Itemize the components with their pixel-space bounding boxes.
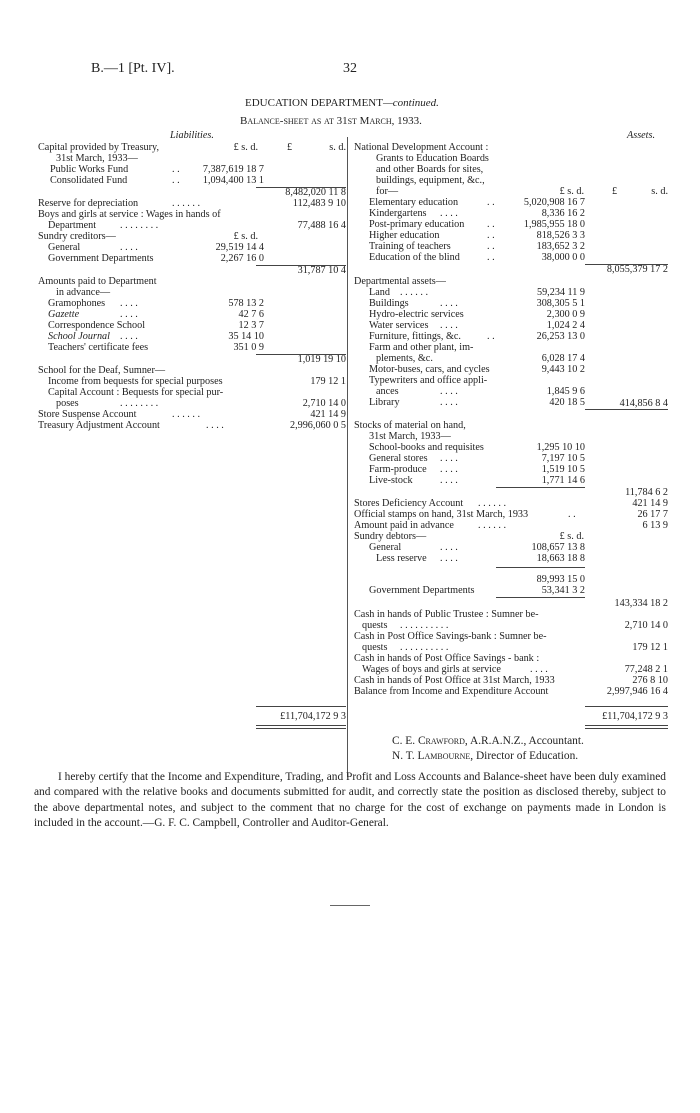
leader-dots: . . . . — [120, 242, 138, 253]
liab-label: Gramophones — [48, 298, 106, 309]
column-divider — [347, 137, 348, 777]
asset-label: Training of teachers — [369, 241, 451, 252]
asset-label: Furniture, fittings, &c. — [369, 331, 461, 342]
liab-amount: 1,094,400 13 1 — [202, 175, 264, 186]
liab-amount: 578 13 2 — [228, 298, 264, 309]
rule — [496, 597, 585, 598]
leader-dots: . . . . . . . . . . — [400, 642, 449, 653]
asset-total: 276 8 10 — [632, 675, 668, 686]
liab-label: General — [48, 242, 81, 253]
asset-label: buildings, equipment, &c., — [376, 175, 485, 186]
leader-dots: . . . . — [440, 386, 458, 397]
rule — [585, 409, 668, 410]
asset-label: for— — [376, 186, 399, 197]
leader-dots: . . . . . . — [172, 198, 201, 209]
leader-dots: . . — [487, 252, 495, 263]
leader-dots: . . — [487, 219, 495, 230]
liab-label: Gazette — [48, 309, 80, 320]
leader-dots: . . — [487, 331, 495, 342]
asset-amount: 1,771 14 6 — [541, 475, 585, 486]
leader-dots: . . . . — [440, 397, 458, 408]
asset-total: 143,334 18 2 — [614, 598, 668, 609]
asset-amount: 5,020,908 16 7 — [523, 197, 585, 208]
liab-label: Consolidated Fund — [50, 175, 128, 186]
asset-col-header-sd: s. d. — [651, 186, 668, 197]
liab-total: 421 14 9 — [310, 409, 346, 420]
asset-label: Official stamps on hand, 31st March, 1933 — [354, 509, 529, 520]
asset-total: 26 17 7 — [637, 509, 668, 520]
leader-dots: . . . . — [440, 208, 458, 219]
asset-amount: 1,845 9 6 — [546, 386, 585, 397]
leader-dots: . . — [487, 241, 495, 252]
liab-amount: 42 7 6 — [238, 309, 264, 320]
leader-dots: . . . . — [440, 298, 458, 309]
liab-label: Correspondence School — [48, 320, 146, 331]
asset-label: General stores — [369, 453, 428, 464]
asset-amount: 2,300 0 9 — [546, 309, 585, 320]
liab-amount: 351 0 9 — [233, 342, 264, 353]
liab-label: Reserve for depreciation — [38, 198, 139, 209]
asset-amount: 108,657 13 8 — [531, 542, 585, 553]
liab-label: Boys and girls at service : Wages in hands of — [38, 209, 221, 220]
asset-amount: 1,295 10 10 — [536, 442, 585, 453]
liab-label: Income from bequests for special purposes — [48, 376, 223, 387]
asset-label: Motor-buses, cars, and cycles — [369, 364, 490, 375]
asset-label: Education of the blind — [369, 252, 460, 263]
asset-label: ances — [376, 386, 399, 397]
liab-label: 31st March, 1933— — [56, 153, 138, 164]
leader-dots: . . . . . . — [172, 409, 201, 420]
asset-label: Buildings — [369, 298, 409, 309]
asset-amount: 6,028 17 4 — [541, 353, 585, 364]
rule — [585, 725, 668, 726]
asset-label: General — [369, 542, 402, 553]
leader-dots: . . . . — [440, 320, 458, 331]
liab-label: Store Suspense Account — [38, 409, 137, 420]
asset-label: Departmental assets— — [354, 276, 446, 287]
department-title: EDUCATION DEPARTMENT—continued. — [245, 97, 439, 109]
liab-total: 31,787 10 4 — [297, 265, 346, 276]
page-number: 32 — [343, 61, 357, 76]
leader-dots: . . . . — [120, 298, 138, 309]
leader-dots: . . . . — [120, 309, 138, 320]
asset-total: 11,784 6 2 — [625, 487, 668, 498]
asset-total: 2,710 14 0 — [624, 620, 668, 631]
asset-label: Amount paid in advance — [354, 520, 454, 531]
liab-label: in advance— — [56, 287, 111, 298]
liab-total: 2,996,060 0 5 — [289, 420, 346, 431]
liab-amount: 29,519 14 4 — [215, 242, 264, 253]
col-header: £ s. d. — [559, 531, 584, 542]
asset-label: Government Departments — [369, 585, 475, 596]
liab-label: School Journal — [48, 331, 110, 342]
asset-label: Less reserve — [376, 553, 427, 564]
asset-label: and other Boards for sites, — [376, 164, 484, 175]
asset-label: Cash in hands of Post Office Savings - bank : — [354, 653, 540, 664]
asset-label: Post-primary education — [369, 219, 465, 230]
asset-label: Hydro-electric services — [369, 309, 464, 320]
liab-col-header-pound: £ — [287, 142, 293, 153]
leader-dots: . . . . . . — [478, 498, 507, 509]
asset-amount: 26,253 13 0 — [536, 331, 585, 342]
rule — [585, 706, 668, 707]
asset-label: Farm-produce — [369, 464, 427, 475]
asset-label: Cash in hands of Post Office at 31st March, 1933 — [354, 675, 555, 686]
rule — [496, 567, 585, 568]
asset-label: quests — [362, 620, 388, 631]
liab-total: 1,019 19 10 — [297, 354, 346, 365]
asset-label: Stocks of material on hand, — [354, 420, 466, 431]
asset-label: Typewriters and office appli- — [369, 375, 488, 386]
asset-label: 31st March, 1933— — [369, 431, 451, 442]
leader-dots: . . . . — [440, 464, 458, 475]
asset-amount: 420 18 5 — [549, 397, 585, 408]
liab-label: Teachers' certificate fees — [48, 342, 149, 353]
liab-label: Government Departments — [48, 253, 154, 264]
liab-label: Department — [48, 220, 97, 231]
asset-label: School-books and requisites — [369, 442, 484, 453]
assets-heading: Assets. — [627, 130, 656, 141]
asset-label: Live-stock — [369, 475, 413, 486]
audit-certificate: I hereby certify that the Income and Expenditure, Trading, and Profit and Loss Accounts and Balance-sheet have been duly examined and compared with the relative books and documents submitted for audit, and correctly state the position as disclosed thereby, subject to the above departmental notes, and subject to the comment that no charge for the cost of exchange on payments made in London is included in the account.—G. F. C. Campbell, Controller and Auditor-General. — [34, 771, 666, 830]
liab-total: 2,710 14 0 — [302, 398, 346, 409]
liab-total: 112,483 9 10 — [292, 198, 346, 209]
asset-label: Higher education — [369, 230, 440, 241]
asset-label: Kindergartens — [369, 208, 427, 219]
leader-dots: . . . . . . — [400, 287, 429, 298]
asset-label: Water services — [369, 320, 429, 331]
rule — [256, 728, 346, 729]
liab-total: 179 12 1 — [310, 376, 346, 387]
liab-amount: 35 14 10 — [228, 331, 264, 342]
asset-label: Sundry debtors— — [354, 531, 427, 542]
liab-amount: 12 3 7 — [238, 320, 264, 331]
leader-dots: . . . . — [206, 420, 224, 431]
asset-label: Farm and other plant, im- — [369, 342, 474, 353]
asset-label: Land — [369, 287, 390, 298]
liab-label: Public Works Fund — [50, 164, 129, 175]
liab-label: Treasury Adjustment Account — [38, 420, 160, 431]
liab-total: 77,488 16 4 — [297, 220, 346, 231]
asset-label: National Development Account : — [354, 142, 489, 153]
asset-label: Stores Deficiency Account — [354, 498, 464, 509]
asset-total: 6 13 9 — [642, 520, 668, 531]
leader-dots: . . . . — [530, 664, 548, 675]
asset-amount: 7,197 10 5 — [541, 453, 585, 464]
asset-amount: 18,663 18 8 — [536, 553, 585, 564]
asset-total: 2,997,946 16 4 — [606, 686, 668, 697]
asset-total: 179 12 1 — [632, 642, 668, 653]
asset-label: Cash in hands of Public Trustee : Sumner be- — [354, 609, 539, 620]
asset-total: 77,248 2 1 — [624, 664, 668, 675]
asset-label: Elementary education — [369, 197, 459, 208]
col-header: £ s. d. — [233, 231, 258, 242]
asset-amount: 308,305 5 1 — [536, 298, 585, 309]
liab-amount: 2,267 16 0 — [220, 253, 264, 264]
leader-dots: . . . . — [440, 553, 458, 564]
asset-amount: 53,341 3 2 — [541, 585, 585, 596]
liab-label: Sundry creditors— — [38, 231, 116, 242]
asset-col-header-pound: £ — [612, 186, 618, 197]
accountant-signature: C. E. Crawford, A.R.A.N.Z., Accountant. — [392, 735, 584, 747]
closing-rule — [330, 905, 370, 906]
rule — [496, 487, 585, 488]
liab-label: Capital provided by Treasury, — [38, 142, 160, 153]
asset-label: Wages of boys and girls at service — [362, 664, 501, 675]
liab-total: 8,482,020 11 8 — [285, 187, 346, 198]
asset-label: Balance from Income and Expenditure Account — [354, 686, 549, 697]
leader-dots: . . . . — [440, 453, 458, 464]
leader-dots: . . . . . . . . — [120, 220, 159, 231]
asset-amount: 89,993 15 0 — [536, 574, 585, 585]
asset-total: 8,055,379 17 2 — [606, 264, 668, 275]
asset-label: Grants to Education Boards — [376, 153, 489, 164]
asset-col-header-lsd: £ s. d. — [559, 186, 584, 197]
liab-col-header-sd: s. d. — [329, 142, 346, 153]
leader-dots: . . — [568, 509, 576, 520]
leader-dots: . . — [487, 197, 495, 208]
asset-amount: 818,526 3 3 — [536, 230, 585, 241]
leader-dots: . . . . . . . . . . — [400, 620, 449, 631]
rule — [585, 728, 668, 729]
asset-amount: 1,985,955 18 0 — [523, 219, 585, 230]
asset-label: Library — [369, 397, 400, 408]
liab-amount: 7,387,619 18 7 — [202, 164, 264, 175]
leader-dots: . . . . . . . . — [120, 398, 159, 409]
asset-total: 421 14 9 — [632, 498, 668, 509]
asset-amount: 59,234 11 9 — [536, 287, 585, 298]
liab-label: School for the Deaf, Sumner— — [38, 365, 166, 376]
asset-amount: 38,000 0 0 — [541, 252, 585, 263]
asset-label: quests — [362, 642, 388, 653]
liabilities-heading: Liabilities. — [170, 130, 214, 141]
balance-sheet-title: Balance-sheet as at 31st March, 1933. — [240, 115, 422, 127]
liab-label: Amounts paid to Department — [38, 276, 157, 287]
leader-dots: . . . . — [440, 542, 458, 553]
leader-dots: . . — [172, 175, 180, 186]
liab-label: Capital Account : Bequests for special pur- — [48, 387, 224, 398]
liab-col-header-lsd: £ s. d. — [233, 142, 258, 153]
document-reference: B.—1 [Pt. IV]. — [91, 61, 175, 76]
leader-dots: . . . . — [440, 475, 458, 486]
rule — [256, 706, 346, 707]
asset-amount: 8,336 16 2 — [541, 208, 585, 219]
asset-amount: 1,519 10 5 — [541, 464, 585, 475]
asset-amount: 183,652 3 2 — [536, 241, 585, 252]
asset-grand-total: £11,704,172 9 3 — [602, 711, 668, 722]
asset-amount: 9,443 10 2 — [541, 364, 585, 375]
leader-dots: . . . . — [120, 331, 138, 342]
leader-dots: . . — [172, 164, 180, 175]
leader-dots: . . — [487, 230, 495, 241]
asset-total: 414,856 8 4 — [619, 398, 668, 409]
leader-dots: . . . . . . — [478, 520, 507, 531]
liab-grand-total: £11,704,172 9 3 — [280, 711, 346, 722]
asset-label: plements, &c. — [376, 353, 433, 364]
rule — [256, 725, 346, 726]
director-signature: N. T. Lambourne, Director of Education. — [392, 750, 579, 762]
asset-label: Cash in Post Office Savings-bank : Sumner be- — [354, 631, 547, 642]
asset-amount: 1,024 2 4 — [546, 320, 585, 331]
liab-label: poses — [56, 398, 79, 409]
